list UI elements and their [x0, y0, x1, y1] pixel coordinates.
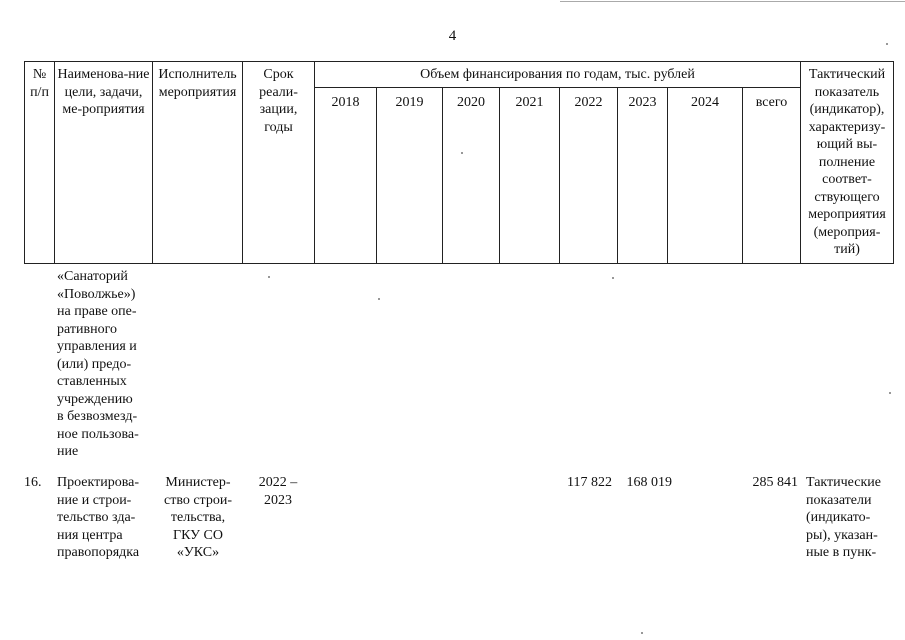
header-year-2023: 2023	[618, 88, 668, 264]
top-edge-rule	[560, 1, 905, 2]
scan-speck	[641, 632, 643, 634]
scan-speck	[889, 392, 891, 394]
scan-speck	[886, 43, 888, 45]
row16-num: 16.	[24, 475, 42, 490]
row16-term: 2022 – 2023	[258, 475, 298, 508]
row16-2022-value: 117 822	[567, 475, 612, 490]
scan-speck	[268, 276, 270, 278]
header-year-2019: 2019	[377, 88, 443, 264]
header-year-2021: 2021	[500, 88, 560, 264]
page-number: 4	[448, 28, 457, 44]
row16-2023-value: 168 019	[626, 475, 672, 490]
continuation-name-cell: «Санаторий «Поволжье») на праве опе- ративного управления и (или) предо- ставленных учреждению в безвозмезд- ное пользова- ние	[57, 269, 139, 459]
header-funding-title: Объем финансирования по годам, тыс. рублей	[315, 62, 801, 88]
row16-name: Проектирова- ние и строи- тельство зда- ния центра правопорядка	[57, 475, 140, 560]
table-header	[24, 61, 894, 264]
scan-speck	[612, 277, 614, 279]
header-year-total: всего	[743, 88, 801, 264]
scan-speck	[461, 152, 463, 154]
header-indicator: Тактический показатель (индикатор), характеризу-ющий вы-полнение соответ-ствующего мероприятия (мероприя-тий)	[801, 62, 894, 264]
header-executor: Исполнитель мероприятия	[153, 62, 243, 264]
header-year-2024: 2024	[668, 88, 743, 264]
header-name: Наименова-ние цели, задачи, ме-роприятия	[55, 62, 153, 264]
header-year-2022: 2022	[560, 88, 618, 264]
header-num: № п/п	[25, 62, 55, 264]
row16-executor: Министер- ство строи- тельства, ГКУ СО «УКС»	[163, 475, 232, 560]
header-year-2018: 2018	[315, 88, 377, 264]
scan-speck	[378, 298, 380, 300]
header-year-2020: 2020	[443, 88, 500, 264]
row16-indicator: Тактические показатели (индикато- ры), указан- ные в пунк-	[806, 475, 881, 560]
header-term: Срок реали-зации, годы	[243, 62, 315, 264]
row16-total-value: 285 841	[752, 475, 798, 490]
